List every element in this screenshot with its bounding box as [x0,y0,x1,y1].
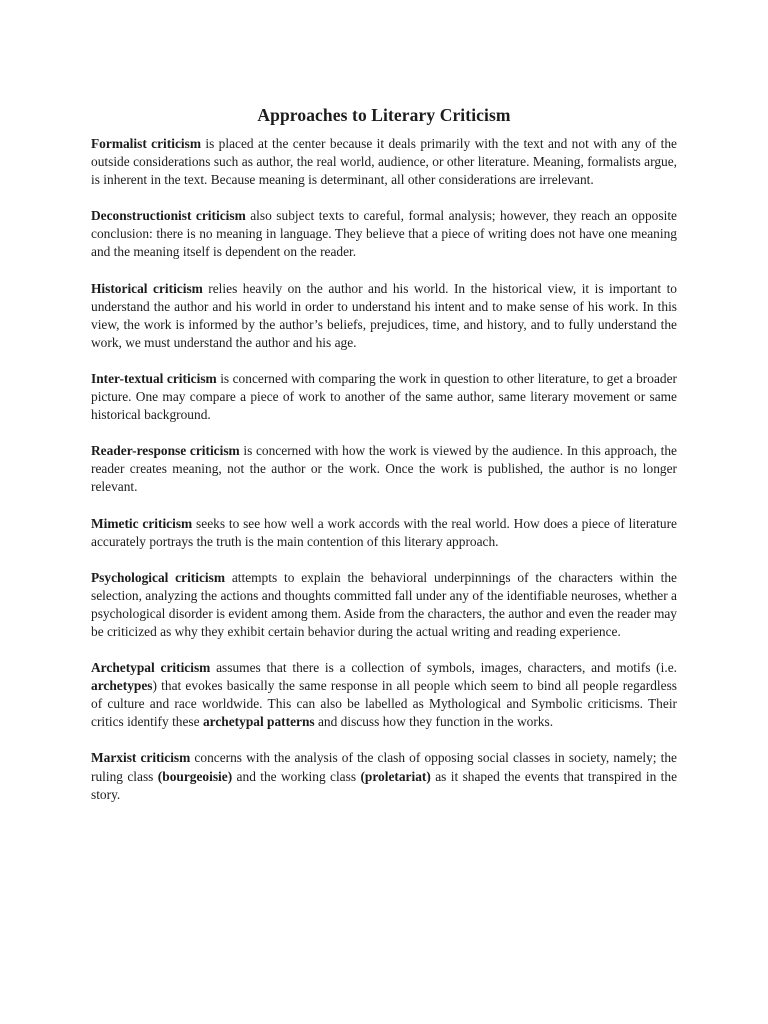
paragraph [91,442,677,496]
bold-term: Psychological criticism [91,569,225,585]
bold-term: (bourgeoisie) [157,768,233,784]
paragraph-text: relies heavily on the author and his world. In the historical view, it is important to understand the author and his world in order to understand his intent and to make sense of his work. In this view, the work is informed by the author’s beliefs, prejudices, time, and history, and to fully understand the work, we must understand the author and his age. [91,280,677,350]
paragraph-text: is concerned with comparing the work in question to other literature, to get a broader picture. One may compare a piece of work to another of the same author, same literary movement or same historical background. [91,370,677,423]
bold-term: (proletariat) [360,768,431,784]
bold-term: Reader-response criticism [91,443,240,459]
paragraph [91,659,677,731]
bold-term: archetypal patterns [202,714,315,730]
paragraph-text: and the working class [232,768,361,784]
paragraph-text: assumes that there is a collection of symbols, images, characters, and motifs (i.e. [210,660,677,676]
paragraph [91,515,677,551]
paragraph-text: also subject texts to careful, formal analysis; however, they reach an opposite conclusion: there is no meaning in language. They believe that a piece of writing does not have one meaning and the meaning itself is dependent on the reader. [91,208,677,260]
paragraph-text: as it shaped the events that transpired in the story. [91,768,678,802]
bold-term: Mimetic criticism [91,515,193,531]
paragraph-text: seeks to see how well a work accords with the real world. How does a piece of literature accurately portrays the truth is the main contention of this literary approach. [91,515,677,549]
paragraph [91,135,677,189]
bold-term: Historical criticism [91,280,203,296]
bold-term: archetypes [91,678,153,694]
paragraph-text: is concerned with how the work is viewed by the audience. In this approach, the reader creates meaning, not the author or the work. Once the work is published, the author is no longer relevant. [91,443,677,495]
bold-term: Marxist criticism [91,750,191,766]
paragraph [91,370,677,424]
document-title: Approaches to Literary Criticism [257,105,511,125]
bold-term: Archetypal criticism [91,660,211,676]
document-body [91,135,677,804]
paragraph-text: ) that evokes basically the same response in all people which seem to bind all people regardless of culture and race worldwide. This can also be labelled as Mythological and Symbolic criticisms. Their critics identify these [91,678,677,730]
bold-term: Deconstructionist criticism [91,208,246,224]
paragraph-text: attempts to explain the behavioral underpinnings of the characters within the selection, analyzing the actions and thoughts committed fall under any of the identifiable neuroses, whether a psychological disorder is evident among them. Aside from the characters, the author and even the reader may be criticized as why they exhibit certain behavior during the actual writing and reading experience. [91,569,677,639]
bold-term: Inter-textual criticism [91,370,217,386]
paragraph [91,207,677,261]
paragraph [91,569,677,641]
paragraph-text: and discuss how they function in the works. [314,714,554,730]
paragraph-text: is placed at the center because it deals primarily with the text and not with any of the outside considerations such as author, the real world, audience, or other literature. Meaning, formalists argue, is inherent in the text. Because meaning is determinant, all other considerations are irrelevant. [91,136,677,188]
paragraph [91,749,677,803]
paragraph [91,280,677,352]
paragraph-text: concerns with the analysis of the clash of opposing social classes in society, namely; the ruling class [91,750,677,784]
bold-term: Formalist criticism [91,136,201,151]
